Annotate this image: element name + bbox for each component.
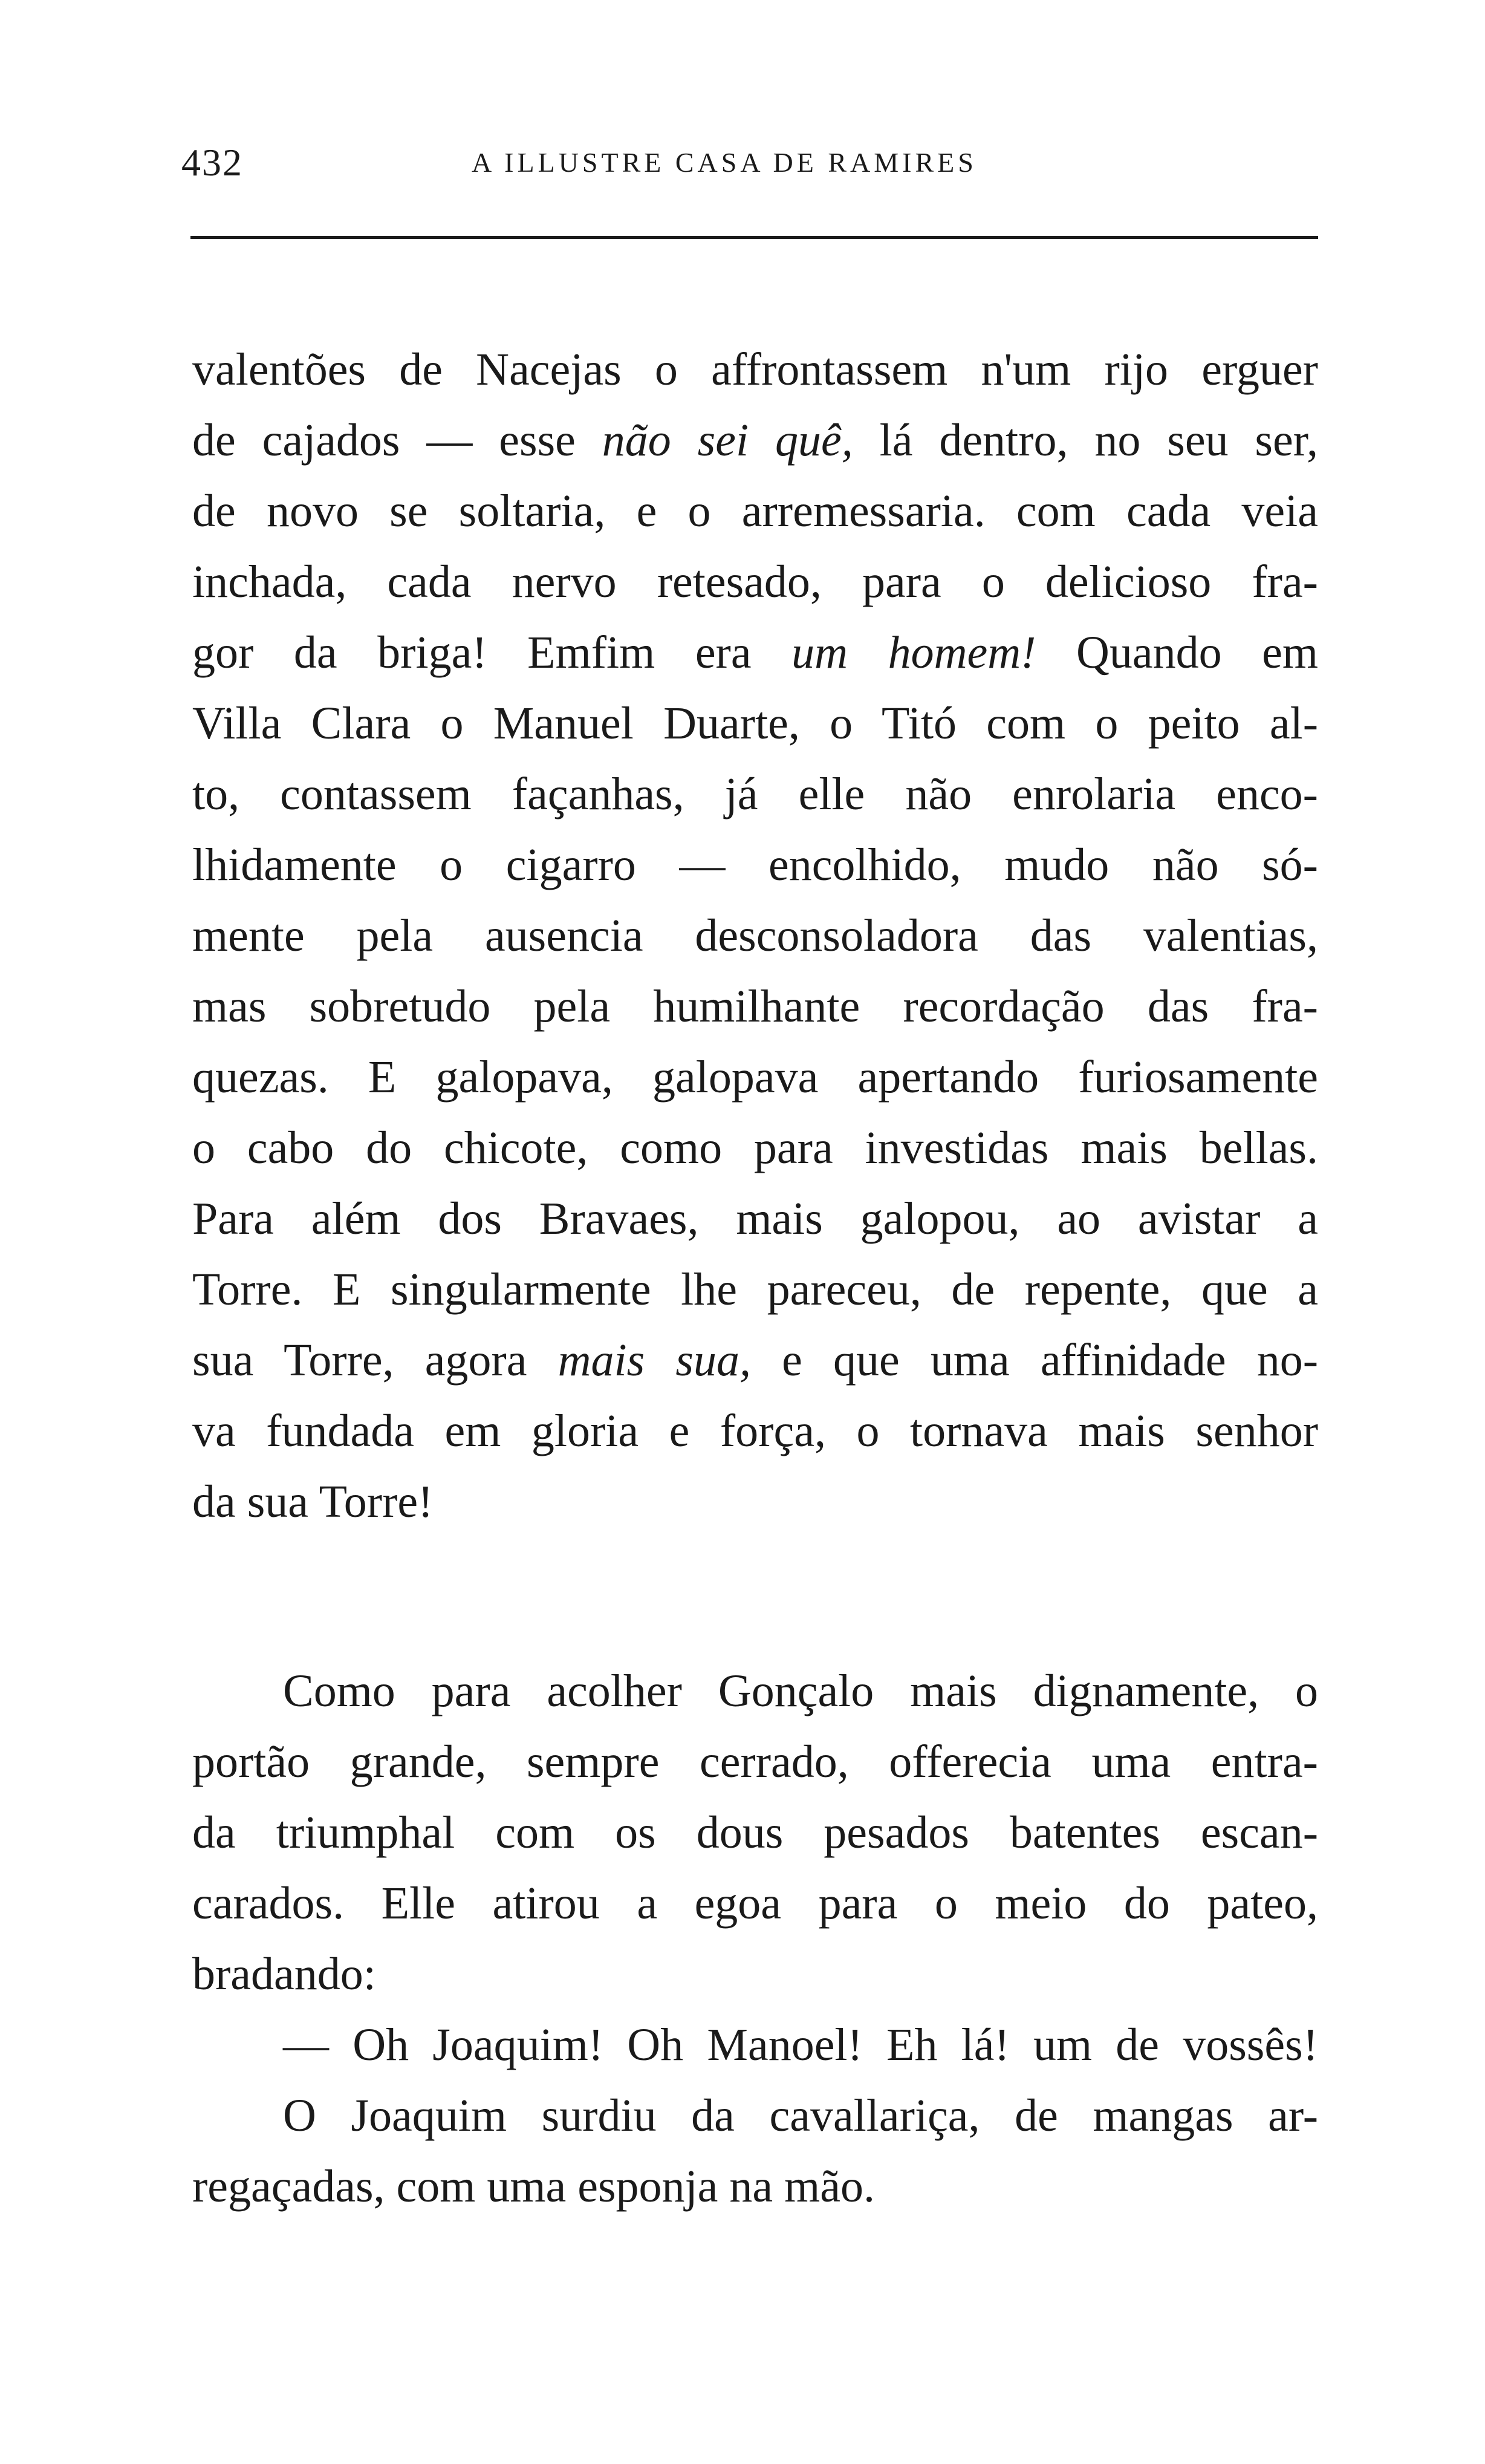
- paragraph-1: [192, 334, 1318, 1537]
- page-number: 432: [181, 141, 243, 184]
- text-line: sua Torre, agora mais sua, e que uma affinidade no-: [192, 1335, 1319, 1386]
- text-line: valentões de Nacejas o affrontassem n'um rijo erguer: [192, 344, 1318, 395]
- running-title: A ILLUSTRE CASA DE RAMIRES: [472, 147, 977, 178]
- text-line: Como para acolher Gonçalo mais dignamente, o: [283, 1666, 1318, 1716]
- text-line: Para além dos Bravaes, mais galopou, ao avistar a: [192, 1193, 1318, 1244]
- text-line: da sua Torre!: [192, 1476, 434, 1527]
- dialogue-line: — Oh Joaquim! Oh Manoel! Eh lá! um de vossês!: [283, 2019, 1318, 2070]
- text-line: gor da briga! Emfim era um homem! Quando em: [192, 627, 1319, 678]
- paragraph-2: [192, 1656, 1318, 2010]
- text-line: Torre. E singularmente lhe pareceu, de repente, que a: [192, 1264, 1318, 1315]
- text-line: o cabo do chicote, como para investidas mais bellas.: [192, 1123, 1318, 1173]
- page-header: [181, 140, 1330, 189]
- text-line: mente pela ausencia desconsoladora das valentias,: [192, 910, 1318, 961]
- header-rule: [190, 236, 1318, 239]
- text-line: quezas. E galopava, galopava apertando furiosamente: [192, 1052, 1318, 1103]
- text-line: da triumphal com os dous pesados batentes escan-: [192, 1807, 1318, 1858]
- text-line: O Joaquim surdiu da cavallariça, de mangas ar-: [283, 2090, 1318, 2141]
- text-line: bradando:: [192, 1949, 376, 2000]
- paragraph-3: [192, 2010, 1318, 2222]
- text-line: de cajados — esse não sei quê, lá dentro, no seu ser,: [192, 415, 1319, 466]
- italic-phrase: mais sua,: [557, 1335, 751, 1386]
- text-line: inchada, cada nervo retesado, para o delicioso fra-: [192, 556, 1318, 607]
- text-line: va fundada em gloria e força, o tornava mais senhor: [192, 1406, 1318, 1456]
- text-line: to, contassem façanhas, já elle não enrolaria enco-: [192, 769, 1318, 820]
- text-line: mas sobretudo pela humilhante recordação das fra-: [192, 981, 1318, 1032]
- text-line: Villa Clara o Manuel Duarte, o Titó com o peito al-: [192, 698, 1318, 749]
- text-line: de novo se soltaria, e o arremessaria. com cada veia: [192, 486, 1318, 536]
- text-line: portão grande, sempre cerrado, offerecia uma entra-: [192, 1736, 1318, 1787]
- italic-phrase: não sei quê,: [602, 415, 853, 466]
- italic-phrase: um homem!: [791, 627, 1036, 678]
- text-line: lhidamente o cigarro — encolhido, mudo não só-: [192, 839, 1318, 890]
- text-line: carados. Elle atirou a egoa para o meio do pateo,: [192, 1878, 1318, 1929]
- text-line: regaçadas, com uma esponja na mão.: [192, 2161, 875, 2212]
